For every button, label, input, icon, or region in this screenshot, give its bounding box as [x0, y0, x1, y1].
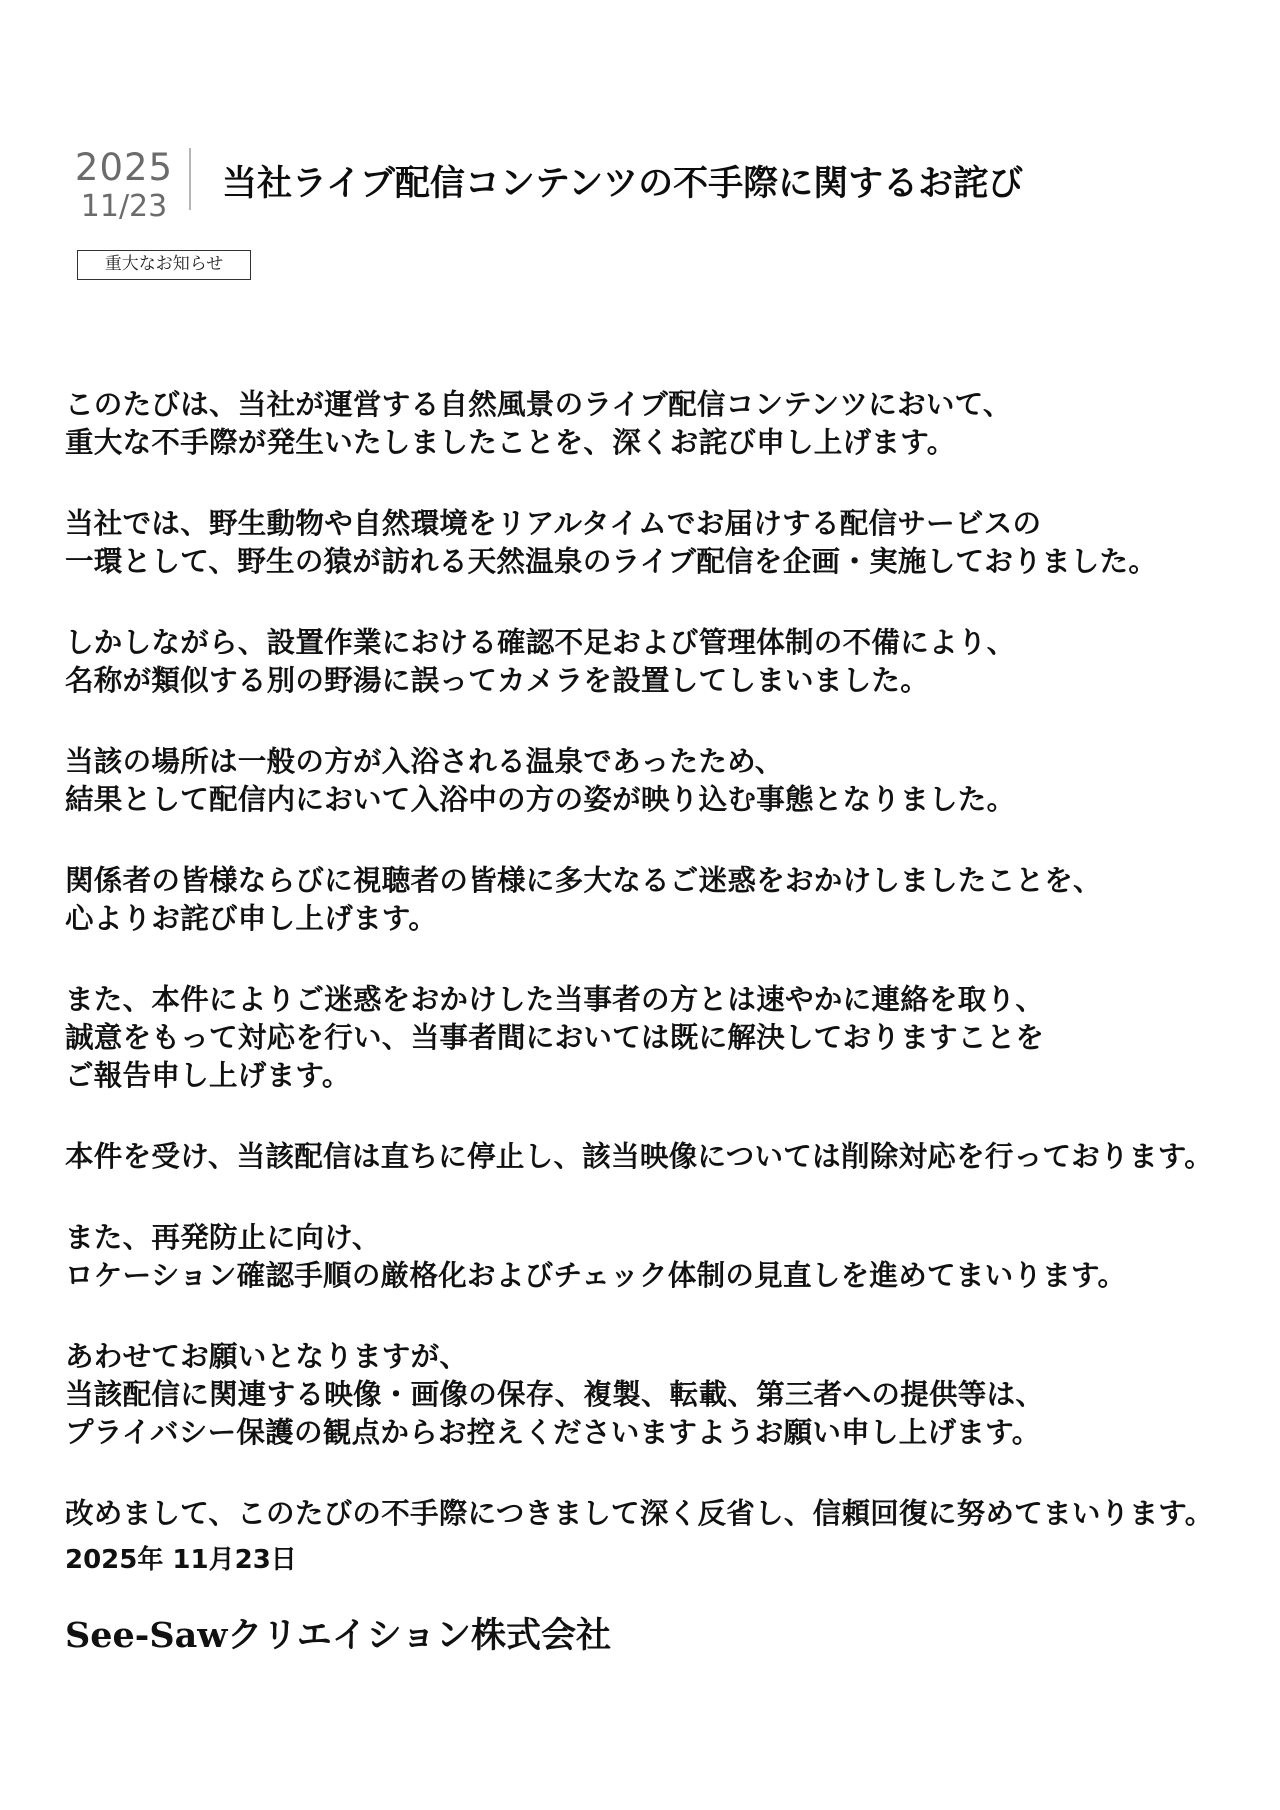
date-year: 2025: [74, 146, 174, 189]
header-divider: [189, 148, 191, 210]
paragraph-line: 一環として、野生の猿が訪れる天然温泉のライブ配信を企画・実施しておりました。: [65, 545, 1158, 578]
notice-paragraph: [65, 1219, 1235, 1295]
page-title: 当社ライブ配信コンテンツの不手際に関するお詫び: [222, 164, 1024, 204]
paragraph-line: あわせてお願いとなりますが、: [65, 1340, 469, 1373]
paragraph-line: ご報告申し上げます。: [65, 1059, 351, 1092]
date-block: [72, 148, 176, 224]
paragraph-line: ロケーション確認手順の厳格化およびチェック体制の見直しを進めてまいります。: [65, 1259, 1127, 1292]
notice-paragraph: [65, 862, 1235, 938]
paragraph-line: 結果として配信内において入浴中の方の姿が映り込む事態となりました。: [65, 783, 1016, 816]
footer-date: 2025年 11月23日: [65, 1545, 297, 1575]
date-monthday: 11/23: [80, 189, 168, 224]
notice-paragraph: [65, 1138, 1235, 1176]
paragraph-line: また、本件によりご迷惑をおかけした当事者の方とは速やかに連絡を取り、: [65, 983, 1045, 1016]
paragraph-line: 重大な不手際が発生いたしましたことを、深くお詫び申し上げます。: [65, 426, 956, 459]
notice-header: [72, 146, 1212, 224]
notice-paragraph: [65, 624, 1235, 700]
paragraph-line: プライバシー保護の観点からお控えくださいますようお願い申し上げます。: [65, 1416, 1041, 1449]
paragraph-line: また、再発防止に向け、: [65, 1221, 381, 1254]
notice-paragraph: [65, 386, 1235, 462]
paragraph-line: 関係者の皆様ならびに視聴者の皆様に多大なるご迷惑をおかけしましたことを、: [65, 864, 1102, 897]
notice-paragraph: [65, 743, 1235, 819]
paragraph-line: 心よりお詫び申し上げます。: [65, 902, 438, 935]
notice-paragraph: [65, 1338, 1235, 1452]
paragraph-line: しかしながら、設置作業における確認不足および管理体制の不備により、: [65, 626, 1016, 659]
paragraph-line: 改めまして、このたびの不手際につきまして深く反省し、信頼回復に努めてまいります。: [65, 1497, 1214, 1530]
paragraph-line: このたびは、当社が運営する自然風景のライブ配信コンテンツにおいて、: [65, 388, 1012, 421]
paragraph-line: 誠意をもって対応を行い、当事者間においては既に解決しておりますことを: [65, 1021, 1045, 1054]
notice-body: [65, 386, 1235, 1576]
category-badge: 重大なお知らせ: [77, 250, 251, 280]
paragraph-line: 本件を受け、当該配信は直ちに停止し、該当映像については削除対応を行っております。: [65, 1140, 1214, 1173]
paragraph-line: 当該の場所は一般の方が入浴される温泉であったため、: [65, 745, 784, 778]
notice-paragraph: [65, 505, 1235, 581]
paragraph-line: 名称が類似する別の野湯に誤ってカメラを設置してしまいました。: [65, 664, 930, 697]
paragraph-line: 当該配信に関連する映像・画像の保存、複製、転載、第三者への提供等は、: [65, 1378, 1045, 1411]
paragraph-line: 当社では、野生動物や自然環境をリアルタイムでお届けする配信サービスの: [65, 507, 1042, 540]
notice-paragraph: [65, 981, 1235, 1095]
notice-paragraph: [65, 1495, 1235, 1533]
company-name: See-Sawクリエイション株式会社: [65, 1615, 612, 1656]
